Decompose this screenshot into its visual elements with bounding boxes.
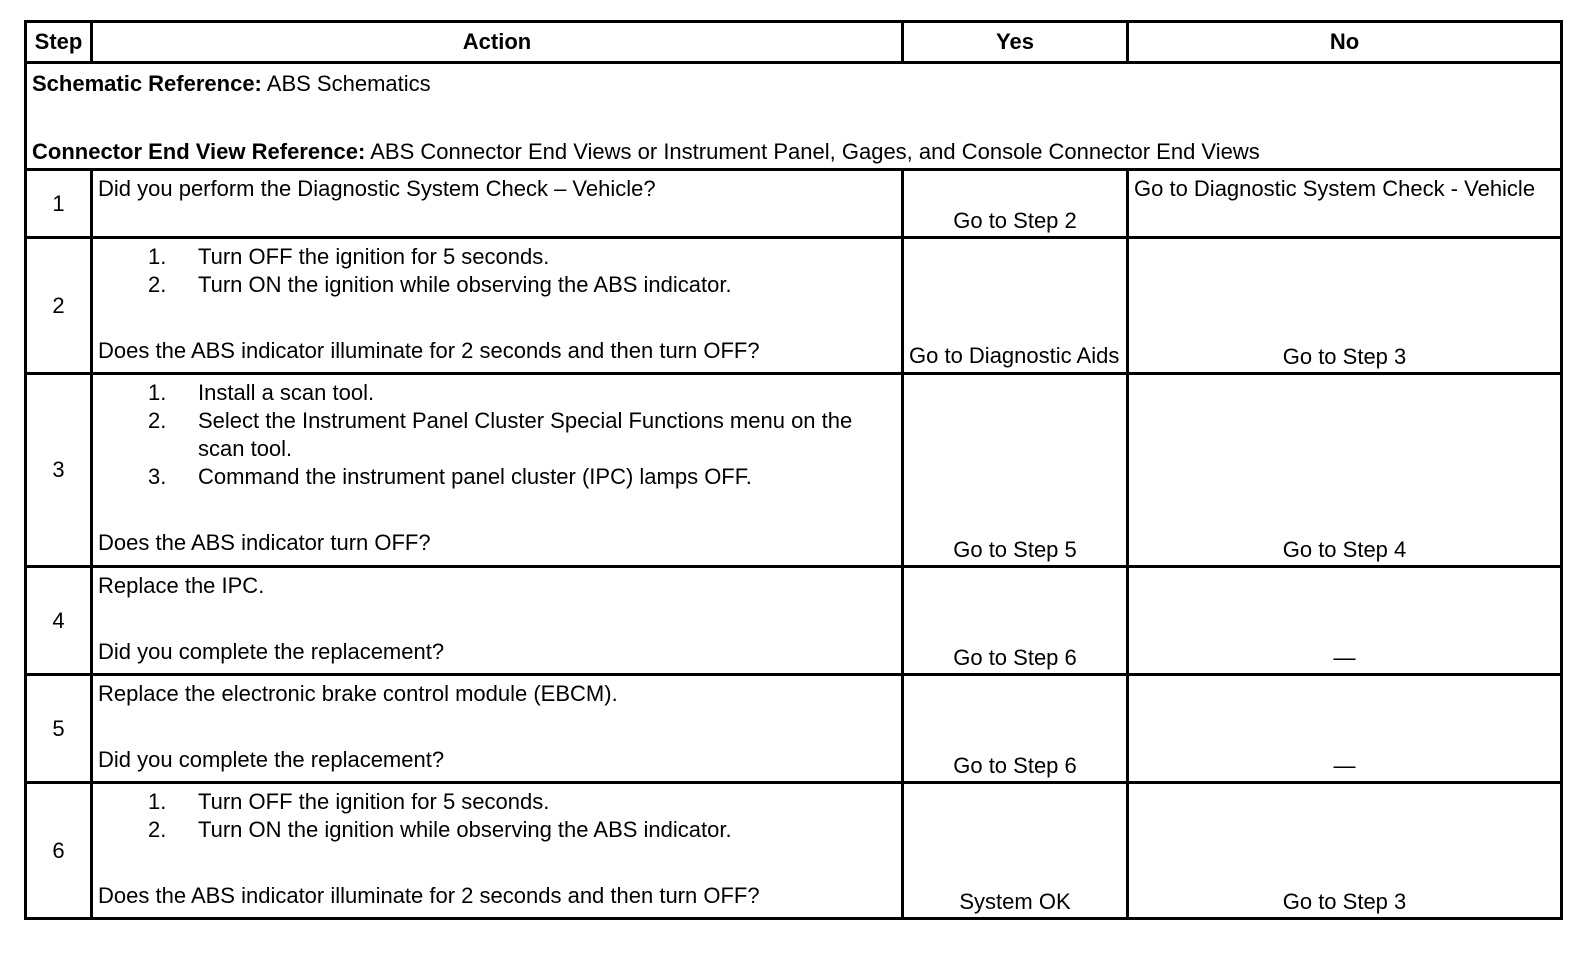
list-item-text: Install a scan tool.	[198, 380, 375, 405]
header-no: No	[1128, 22, 1562, 63]
list-item-text: Turn OFF the ignition for 5 seconds.	[198, 244, 550, 269]
list-item	[98, 379, 896, 407]
list-item-number: 2.	[148, 817, 167, 842]
action-cell	[92, 238, 903, 374]
action-cell	[92, 675, 903, 783]
header-action: Action	[92, 22, 903, 63]
no-cell: Go to Step 3	[1128, 238, 1562, 374]
list-item-number: 1.	[148, 244, 167, 269]
step-question: Does the ABS indicator turn OFF?	[98, 530, 431, 555]
list-item	[98, 243, 896, 271]
reference-row	[26, 63, 1562, 170]
step-number: 4	[26, 567, 92, 675]
step-question: Does the ABS indicator illuminate for 2 seconds and then turn OFF?	[98, 883, 760, 908]
yes-cell: Go to Diagnostic Aids	[903, 238, 1128, 374]
instruction-list	[98, 243, 896, 299]
no-cell: Go to Step 4	[1128, 374, 1562, 567]
list-item-text: Select the Instrument Panel Cluster Special Functions menu on the scan tool.	[198, 408, 853, 461]
header-row	[26, 22, 1562, 63]
list-item-number: 1.	[148, 380, 167, 405]
action-cell	[92, 783, 903, 919]
yes-cell: Go to Step 5	[903, 374, 1128, 567]
list-item-number: 1.	[148, 789, 167, 814]
list-item-text: Command the instrument panel cluster (IPC) lamps OFF.	[198, 464, 752, 489]
list-item	[98, 788, 896, 816]
list-item	[98, 463, 896, 491]
yes-cell: Go to Step 6	[903, 675, 1128, 783]
list-item-text: Turn OFF the ignition for 5 seconds.	[198, 789, 550, 814]
table-row	[26, 675, 1562, 783]
step-number: 2	[26, 238, 92, 374]
list-item	[98, 407, 896, 463]
table-row	[26, 567, 1562, 675]
table-row	[26, 374, 1562, 567]
step-question: Did you perform the Diagnostic System Check – Vehicle?	[98, 176, 656, 201]
yes-cell: System OK	[903, 783, 1128, 919]
reference-cell	[26, 63, 1562, 170]
step-instruction: Replace the IPC.	[98, 573, 265, 598]
list-item-text: Turn ON the ignition while observing the ABS indicator.	[198, 817, 732, 842]
no-cell: Go to Step 3	[1128, 783, 1562, 919]
action-cell	[92, 567, 903, 675]
step-number: 1	[26, 170, 92, 238]
list-item	[98, 271, 896, 299]
table-row	[26, 170, 1562, 238]
schematic-reference	[32, 70, 1555, 98]
diagnostic-table	[24, 20, 1563, 920]
table-row	[26, 783, 1562, 919]
list-item-number: 2.	[148, 408, 167, 433]
table-row	[26, 238, 1562, 374]
action-cell	[92, 374, 903, 567]
action-cell	[92, 170, 903, 238]
connector-reference-value: ABS Connector End Views or Instrument Panel, Gages, and Console Connector End Views	[365, 139, 1260, 164]
schematic-reference-label: Schematic Reference:	[32, 71, 262, 96]
list-item-number: 3.	[148, 464, 167, 489]
step-number: 3	[26, 374, 92, 567]
no-cell: —	[1128, 567, 1562, 675]
list-item-number: 2.	[148, 272, 167, 297]
connector-reference	[32, 138, 1555, 166]
no-cell: Go to Diagnostic System Check - Vehicle	[1128, 170, 1562, 238]
step-question: Did you complete the replacement?	[98, 639, 445, 664]
connector-reference-label: Connector End View Reference:	[32, 139, 366, 164]
yes-cell: Go to Step 2	[903, 170, 1128, 238]
step-instruction: Replace the electronic brake control module (EBCM).	[98, 681, 618, 706]
no-cell: —	[1128, 675, 1562, 783]
instruction-list	[98, 788, 896, 844]
header-yes: Yes	[903, 22, 1128, 63]
yes-cell: Go to Step 6	[903, 567, 1128, 675]
step-question: Did you complete the replacement?	[98, 747, 445, 772]
list-item	[98, 816, 896, 844]
list-item-text: Turn ON the ignition while observing the ABS indicator.	[198, 272, 732, 297]
step-number: 6	[26, 783, 92, 919]
header-step: Step	[26, 22, 92, 63]
step-question: Does the ABS indicator illuminate for 2 seconds and then turn OFF?	[98, 338, 760, 363]
step-number: 5	[26, 675, 92, 783]
instruction-list	[98, 379, 896, 491]
schematic-reference-value: ABS Schematics	[261, 71, 431, 96]
